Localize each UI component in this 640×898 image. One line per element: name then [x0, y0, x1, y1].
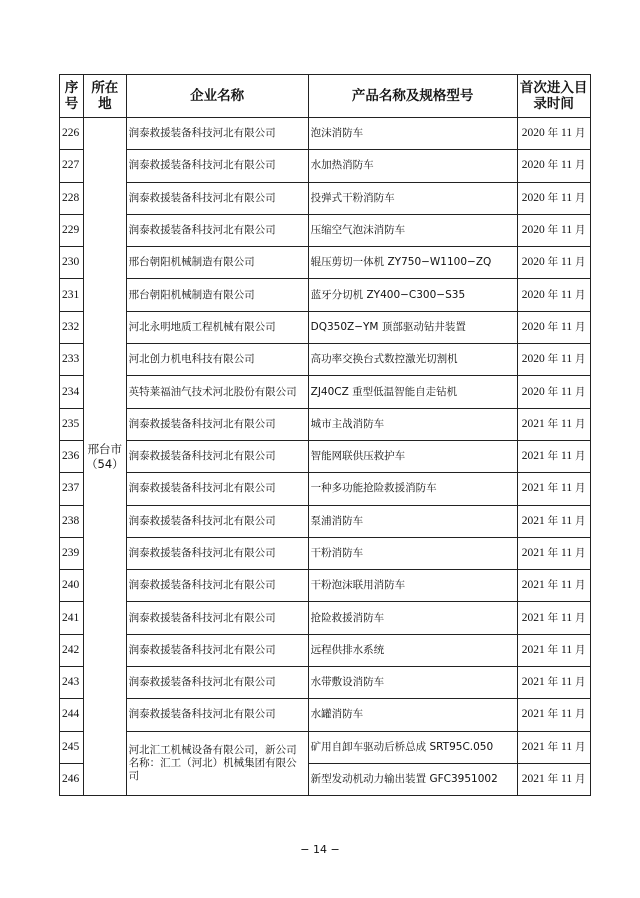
date-year: 2021 — [521, 579, 545, 592]
month-suffix: 月 — [574, 547, 586, 559]
product-name: 蓝牙分切机 ZY400−C300−S35 — [308, 279, 517, 311]
date-cell — [517, 408, 590, 440]
date-cell — [517, 440, 590, 472]
company-name: 润泰救援装备科技河北有限公司 — [126, 699, 308, 731]
product-name: 矿用自卸车驱动后桥总成 SRT95C.050 — [308, 731, 517, 763]
table-row — [60, 150, 591, 182]
year-suffix: 年 — [547, 611, 559, 624]
company-name: 润泰救援装备科技河北有限公司 — [126, 473, 308, 505]
date-month: 11 — [561, 320, 573, 333]
month-suffix: 月 — [574, 320, 586, 333]
date-year: 2021 — [521, 740, 545, 753]
date-year: 2020 — [521, 256, 545, 269]
month-suffix: 月 — [574, 353, 586, 366]
row-number: 231 — [60, 279, 84, 311]
header-row — [60, 75, 591, 118]
product-name: 压缩空气泡沫消防车 — [308, 214, 517, 246]
date-cell — [517, 505, 590, 537]
product-name: 干粉消防车 — [308, 537, 517, 569]
product-name: 远程供排水系统 — [308, 634, 517, 666]
row-number: 228 — [60, 182, 84, 214]
header-location: 所在地 — [84, 75, 127, 118]
company-name: 河北永明地质工程机械有限公司 — [126, 311, 308, 343]
date-cell — [517, 344, 590, 376]
month-suffix: 月 — [574, 417, 586, 430]
company-name: 润泰救援装备科技河北有限公司 — [126, 667, 308, 699]
table-row — [60, 731, 591, 763]
date-cell — [517, 537, 590, 569]
date-year: 2020 — [521, 385, 545, 398]
year-suffix: 年 — [547, 773, 559, 786]
row-number: 226 — [60, 118, 84, 150]
date-month: 11 — [561, 417, 573, 430]
month-suffix: 月 — [574, 191, 586, 204]
product-name: 抢险救援消防车 — [308, 602, 517, 634]
year-suffix: 年 — [547, 385, 559, 398]
row-number: 229 — [60, 214, 84, 246]
row-number: 233 — [60, 344, 84, 376]
table-row — [60, 440, 591, 472]
month-suffix: 月 — [574, 288, 586, 301]
month-suffix: 月 — [574, 740, 586, 753]
date-cell — [517, 570, 590, 602]
product-name: 一种多功能抢险救援消防车 — [308, 473, 517, 505]
company-name: 邢台朝阳机械制造有限公司 — [126, 279, 308, 311]
company-name: 润泰救援装备科技河北有限公司 — [126, 440, 308, 472]
date-cell — [517, 311, 590, 343]
company-name: 润泰救援装备科技河北有限公司 — [126, 505, 308, 537]
company-name: 邢台朝阳机械制造有限公司 — [126, 247, 308, 279]
row-number: 238 — [60, 505, 84, 537]
table-row — [60, 634, 591, 666]
month-suffix: 月 — [574, 676, 586, 689]
date-year: 2021 — [521, 482, 545, 495]
date-cell — [517, 473, 590, 505]
date-month: 11 — [561, 353, 573, 366]
table-row — [60, 699, 591, 731]
company-name: 润泰救援装备科技河北有限公司 — [126, 150, 308, 182]
date-month: 11 — [561, 708, 573, 721]
month-suffix: 月 — [574, 482, 586, 495]
year-suffix: 年 — [547, 353, 559, 366]
date-month: 11 — [561, 256, 573, 269]
month-suffix: 月 — [574, 159, 586, 172]
table-row — [60, 408, 591, 440]
row-number: 240 — [60, 570, 84, 602]
month-suffix: 月 — [574, 514, 586, 527]
table-row — [60, 344, 591, 376]
row-number: 244 — [60, 699, 84, 731]
product-name: 城市主战消防车 — [308, 408, 517, 440]
row-number: 239 — [60, 537, 84, 569]
date-cell — [517, 182, 590, 214]
row-number: 230 — [60, 247, 84, 279]
year-suffix: 年 — [547, 643, 559, 656]
table-row — [60, 376, 591, 408]
date-month: 11 — [561, 740, 573, 753]
table-row — [60, 602, 591, 634]
row-number: 236 — [60, 440, 84, 472]
table-row — [60, 118, 591, 150]
date-cell — [517, 279, 590, 311]
date-month: 11 — [561, 547, 573, 559]
month-suffix: 月 — [574, 127, 586, 140]
product-name: 投弹式干粉消防车 — [308, 182, 517, 214]
product-name: 干粉泡沫联用消防车 — [308, 570, 517, 602]
year-suffix: 年 — [547, 482, 559, 495]
product-name: 水带敷设消防车 — [308, 667, 517, 699]
company-name: 润泰救援装备科技河北有限公司 — [126, 602, 308, 634]
product-name: 水加热消防车 — [308, 150, 517, 182]
date-cell — [517, 699, 590, 731]
date-year: 2021 — [521, 514, 545, 527]
date-cell — [517, 634, 590, 666]
year-suffix: 年 — [547, 127, 559, 140]
year-suffix: 年 — [547, 740, 559, 753]
year-suffix: 年 — [547, 191, 559, 204]
date-year: 2020 — [521, 224, 545, 237]
date-cell — [517, 214, 590, 246]
date-month: 11 — [561, 482, 573, 495]
date-year: 2020 — [521, 353, 545, 366]
product-name: 新型发动机动力输出装置 GFC3951002 — [308, 763, 517, 795]
year-suffix: 年 — [547, 288, 559, 301]
date-month: 11 — [561, 288, 573, 301]
table-row — [60, 214, 591, 246]
company-name: 润泰救援装备科技河北有限公司 — [126, 537, 308, 569]
date-month: 11 — [561, 159, 573, 172]
date-month: 11 — [561, 611, 573, 624]
company-name: 润泰救援装备科技河北有限公司 — [126, 182, 308, 214]
table-row — [60, 279, 591, 311]
date-cell — [517, 731, 590, 763]
date-year: 2021 — [521, 450, 545, 463]
date-year: 2021 — [521, 773, 545, 786]
date-month: 11 — [561, 191, 573, 204]
product-name: 水罐消防车 — [308, 699, 517, 731]
header-seq: 序号 — [60, 75, 84, 118]
row-number: 246 — [60, 763, 84, 795]
year-suffix: 年 — [547, 676, 559, 689]
date-year: 2021 — [521, 547, 545, 559]
table-row — [60, 667, 591, 699]
date-year: 2020 — [521, 127, 545, 140]
date-cell — [517, 763, 590, 795]
catalog-table — [59, 74, 591, 796]
date-month: 11 — [561, 676, 573, 689]
company-name: 润泰救援装备科技河北有限公司 — [126, 214, 308, 246]
table-row — [60, 247, 591, 279]
product-name: 泵浦消防车 — [308, 505, 517, 537]
date-cell — [517, 602, 590, 634]
table-row — [60, 182, 591, 214]
month-suffix: 月 — [574, 611, 586, 624]
month-suffix: 月 — [574, 385, 586, 398]
date-month: 11 — [561, 514, 573, 527]
date-month: 11 — [561, 385, 573, 398]
date-cell — [517, 376, 590, 408]
company-name: 河北汇工机械设备有限公司，新公司名称：汇工（河北）机械集团有限公司 — [126, 731, 308, 796]
date-year: 2021 — [521, 417, 545, 430]
date-year: 2020 — [521, 320, 545, 333]
month-suffix: 月 — [574, 708, 586, 721]
date-month: 11 — [561, 450, 573, 463]
company-name: 英特莱福油气技术河北股份有限公司 — [126, 376, 308, 408]
row-number: 241 — [60, 602, 84, 634]
month-suffix: 月 — [574, 224, 586, 237]
location-cell: 邢台市（54） — [84, 118, 127, 796]
date-cell — [517, 247, 590, 279]
product-name: 高功率交换台式数控激光切割机 — [308, 344, 517, 376]
page-number: − 14 − — [300, 843, 340, 856]
date-year: 2021 — [521, 676, 545, 689]
month-suffix: 月 — [574, 256, 586, 269]
row-number: 227 — [60, 150, 84, 182]
date-month: 11 — [561, 773, 573, 786]
product-name: DQ350Z−YM 顶部驱动钻井装置 — [308, 311, 517, 343]
date-year: 2020 — [521, 159, 545, 172]
date-cell — [517, 150, 590, 182]
row-number: 237 — [60, 473, 84, 505]
product-name: ZJ40CZ 重型低温智能自走钻机 — [308, 376, 517, 408]
product-name: 辊压剪切一体机 ZY750−W1100−ZQ — [308, 247, 517, 279]
company-name: 润泰救援装备科技河北有限公司 — [126, 118, 308, 150]
product-name: 智能网联供压救护车 — [308, 440, 517, 472]
date-cell — [517, 667, 590, 699]
year-suffix: 年 — [547, 514, 559, 527]
date-year: 2020 — [521, 191, 545, 204]
table-row — [60, 537, 591, 569]
date-year: 2021 — [521, 643, 545, 656]
header-product: 产品名称及规格型号 — [308, 75, 517, 118]
date-month: 11 — [561, 643, 573, 656]
year-suffix: 年 — [547, 708, 559, 721]
year-suffix: 年 — [547, 417, 559, 430]
table-row — [60, 473, 591, 505]
year-suffix: 年 — [547, 547, 559, 559]
date-cell — [517, 118, 590, 150]
row-number: 243 — [60, 667, 84, 699]
company-name: 润泰救援装备科技河北有限公司 — [126, 408, 308, 440]
date-year: 2021 — [521, 611, 545, 624]
year-suffix: 年 — [547, 159, 559, 172]
company-name: 河北创力机电科技有限公司 — [126, 344, 308, 376]
row-number: 232 — [60, 311, 84, 343]
year-suffix: 年 — [547, 320, 559, 333]
table-row — [60, 505, 591, 537]
row-number: 235 — [60, 408, 84, 440]
date-month: 11 — [561, 224, 573, 237]
header-company: 企业名称 — [126, 75, 308, 118]
year-suffix: 年 — [547, 256, 559, 269]
year-suffix: 年 — [547, 579, 559, 592]
row-number: 234 — [60, 376, 84, 408]
month-suffix: 月 — [574, 643, 586, 656]
date-year: 2020 — [521, 288, 545, 301]
date-month: 11 — [561, 127, 573, 140]
company-name: 润泰救援装备科技河北有限公司 — [126, 634, 308, 666]
product-name: 泡沫消防车 — [308, 118, 517, 150]
date-month: 11 — [561, 579, 573, 592]
row-number: 245 — [60, 731, 84, 763]
year-suffix: 年 — [547, 450, 559, 463]
date-year: 2021 — [521, 708, 545, 721]
table-row — [60, 570, 591, 602]
month-suffix: 月 — [574, 773, 586, 786]
table-row — [60, 311, 591, 343]
company-name: 润泰救援装备科技河北有限公司 — [126, 570, 308, 602]
month-suffix: 月 — [574, 450, 586, 463]
month-suffix: 月 — [574, 579, 586, 592]
row-number: 242 — [60, 634, 84, 666]
year-suffix: 年 — [547, 224, 559, 237]
header-date: 首次进入目录时间 — [517, 75, 590, 118]
